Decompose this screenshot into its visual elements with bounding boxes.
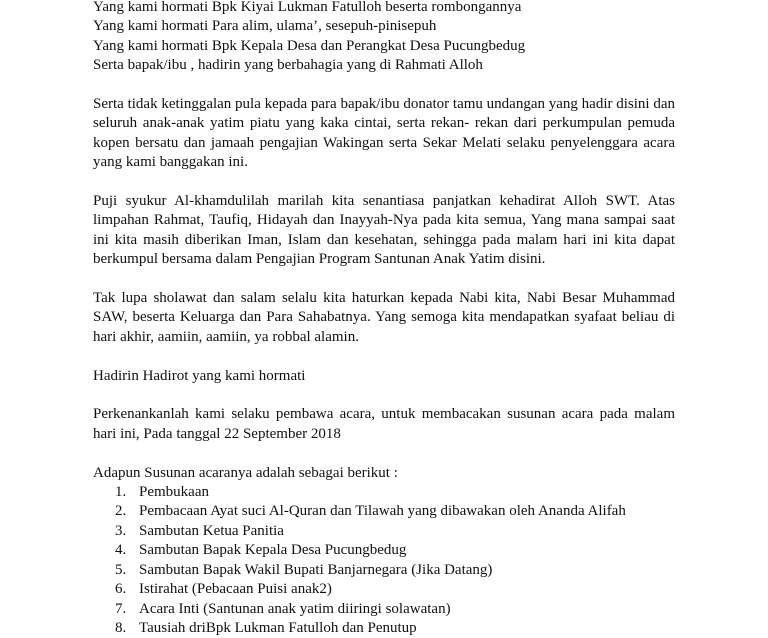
- agenda-heading: Adapun Susunan acaranya adalah sebagai berikut :: [93, 464, 398, 481]
- agenda-item: [93, 502, 675, 521]
- greeting-line: Yang kami hormati Bpk Kiyai Lukman Fatulloh beserta rombongannya: [93, 0, 522, 15]
- spacer: [93, 76, 675, 95]
- agenda-number: 4.: [115, 542, 127, 559]
- spacer: [93, 386, 675, 405]
- greetings-block: [93, 0, 675, 76]
- agenda-item: [93, 541, 675, 560]
- greeting-line: Yang kami hormati Para alim, ulama’, sesepuh-pinisepuh: [93, 18, 437, 35]
- spacer: [93, 347, 675, 366]
- address-line: Hadirin Hadirot yang kami hormati: [93, 367, 306, 384]
- agenda-item: [93, 619, 675, 638]
- paragraph-sholawat: Tak lupa sholawat dan salam selalu kita haturkan kepada Nabi kita, Nabi Besar Muhammad SAW, beserta Keluarga dan Para Sahabatnya. Yang semoga kita mendapatkan syafaat beliau di hari akhir, aamiin, aamiin, ya robbal alamin.: [93, 290, 675, 345]
- agenda-number: 1.: [115, 484, 127, 501]
- agenda-number: 8.: [115, 619, 127, 636]
- agenda-number: 2.: [115, 503, 127, 520]
- paragraph-gratitude: Puji syukur Al-khamdulilah marilah kita senantiasa panjatkan kehadirat Alloh SWT. Atas limpahan Rahmat, Taufiq, Hidayah dan Inayyah-Nya pada kita semua, Yang mana sampai saat ini kita masih diberikan Iman, Islam dan kesehatan, sehingga pada malam hari ini kita dapat berkumpul bersama dalam Pengajian Program Santunan Anak Yatim disini.: [93, 193, 675, 268]
- agenda-item: [93, 483, 675, 502]
- agenda-item: [93, 522, 675, 541]
- greeting-line: Yang kami hormati Bpk Kepala Desa dan Perangkat Desa Pucungbedug: [93, 37, 526, 54]
- agenda-number: 6.: [115, 581, 127, 598]
- agenda-text: Pembukaan: [139, 484, 209, 501]
- agenda-list: [93, 483, 675, 638]
- spacer: [93, 270, 675, 289]
- agenda-number: 3.: [115, 522, 127, 539]
- agenda-text: Sambutan Bapak Kepala Desa Pucungbedug: [139, 542, 407, 559]
- document-page: [93, 0, 675, 638]
- paragraph-intro: Perkenankanlah kami selaku pembawa acara, untuk membacakan susunan acara pada malam hari ini, Pada tanggal 22 September 2018: [93, 406, 675, 442]
- spacer: [93, 444, 675, 463]
- paragraph-donors: Serta tidak ketinggalan pula kepada para bapak/ibu donator tamu undangan yang hadir disini dan seluruh anak-anak yatim piatu yang kaka cintai, serta rekan- rekan dari perkumpulan pemuda kopen bersatu dan jamaah pengajian Wakingan serta Sekar Melati selaku penyelenggara acara yang kami banggakan ini.: [93, 96, 675, 171]
- agenda-item: [93, 600, 675, 619]
- agenda-text: Pembacaan Ayat suci Al-Quran dan Tilawah yang dibawakan oleh Ananda Alifah: [139, 503, 626, 520]
- agenda-text: Tausiah driBpk Lukman Fatulloh dan Penutup: [139, 619, 417, 636]
- spacer: [93, 173, 675, 192]
- agenda-text: Acara Inti (Santunan anak yatim diiringi solawatan): [139, 600, 451, 617]
- agenda-item: [93, 580, 675, 599]
- agenda-text: Sambutan Bapak Wakil Bupati Banjarnegara (Jika Datang): [139, 561, 493, 578]
- greeting-line: Serta bapak/ibu , hadirin yang berbahagia yang di Rahmati Alloh: [93, 57, 483, 74]
- agenda-number: 5.: [115, 561, 127, 578]
- agenda-text: Sambutan Ketua Panitia: [139, 522, 284, 539]
- agenda-item: [93, 561, 675, 580]
- agenda-number: 7.: [115, 600, 127, 617]
- agenda-text: Istirahat (Pebacaan Puisi anak2): [139, 581, 332, 598]
